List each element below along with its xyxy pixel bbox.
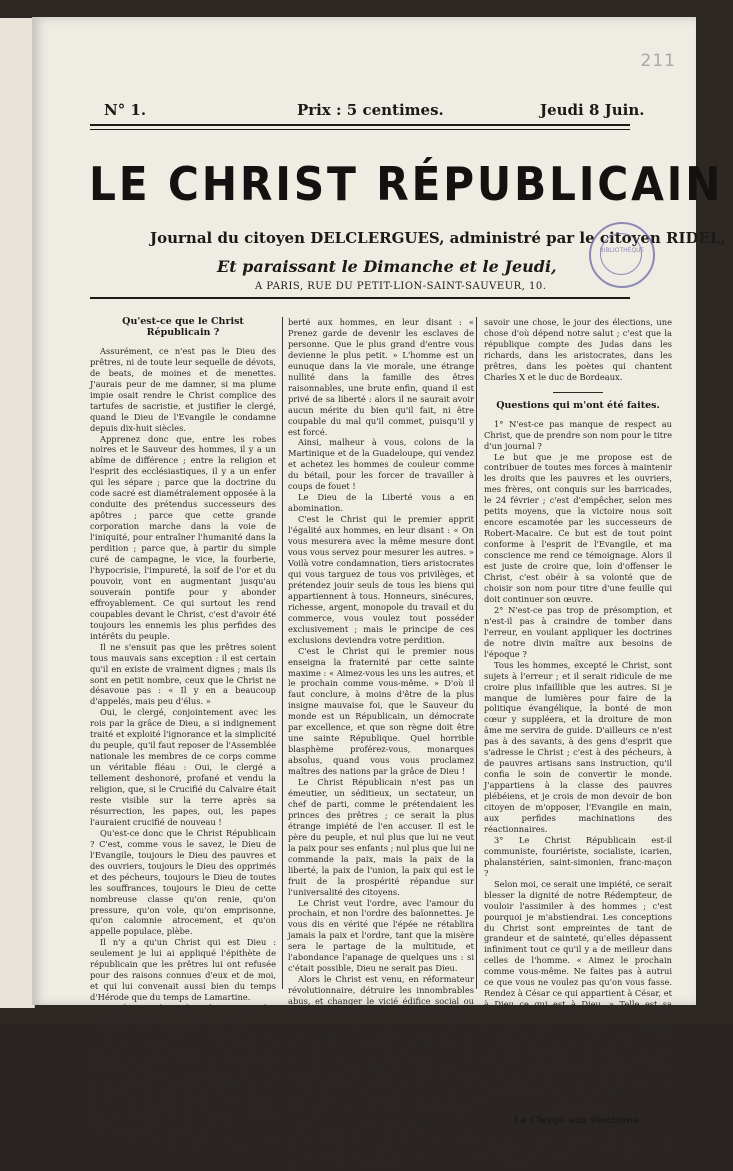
- column-divider-2: [476, 317, 477, 989]
- article-heading-questions: Questions qui m'ont été faites.: [496, 399, 660, 411]
- column-1: [90, 317, 276, 1156]
- article-paragraph: Qu'est-ce donc que le Christ Républicain ? C'est, comme vous le savez, le Dieu de l'Evangile, toujours le Dieu des pauvres et des ouvriers, toujours le Dieu des opprimés et des pécheurs, toujours le Dieu de toutes les souffrances, toujours le Dieu de cette nombreuse classe qu'on renie, qu'on pressure, qu'on vole, qu'on emprisonne, qu'on calomnie atrocement, et qu'on appelle populace, plèbe.: [90, 827, 276, 937]
- article-paragraph: Il n'y a qu'un Christ qui est Dieu : seulement je lui ai appliqué l'épithète de républicain que les prêtres lui ont refusée pour des raisons connues d'eux et de moi, et qui lui convenait aussi bien du temps d'Hérode que du temps de Lamartine.: [90, 937, 276, 1003]
- article-paragraph: Le but que je me propose est de contribuer de toutes mes forces à maintenir les droits que les pauvres et les ouvriers, mes frères, ont conquis sur les barricades, le 24 février ; c'est d'empêcher, selon mes petits moyens, que la victoire nous soit encore escamotée par les successeurs de Robert-Macaire. Ce but est de tout point conforme à l'esprit de l'Evangile, et ma conscience me rend ce témoignage. Alors il est juste de croire que, loin d'offenser le Christ, c'est obéir à sa volonté que de choisir son nom pour titre d'une feuille qui doit continuer son œuvre.: [484, 451, 672, 604]
- masthead-subtitle: Journal du citoyen DELCLERGUES, administré par le citoyen RIDEL,: [150, 229, 726, 247]
- newspaper-page: [32, 17, 726, 1171]
- issue-date: Jeudi 8 Juin.: [540, 101, 645, 119]
- folio-number: 211: [640, 51, 676, 71]
- header-rule-bottom: [90, 129, 630, 130]
- article-paragraph: Il ne s'ensuit pas que les prêtres soient tous mauvais sans exception : il est certain qu'il en existe de vraiment dignes ; mais ils sont en petit nombre, ceux que le Christ ne désavoue pas : « Il y en a beaucoup d'appelés, mais peu d'élus. »: [90, 641, 276, 707]
- article-paragraph: Le Dieu de la Liberté vous a en abomination.: [288, 492, 474, 514]
- article-paragraph: Mais le Dieu des riches, des princes, des papes et des rois, quel est-il ? Ma foi, vive la République ! ce ne peut être que Satan. Celui qui a aimé ses frères jusqu'à la mort a dit dans son livre divin : « Il est plus difficile au riche d'entrer dans le royaume des cieux qu'à un chameau de passer par le trou d'une aiguille. Il a renversé les potentats de leur trône, et il a relevé les petits. » Voilà pourquoi les riches et les princes détestent tant la république, qui doit amener le règne de Dieu.: [90, 1003, 276, 1134]
- masthead-rule: [90, 297, 630, 299]
- article-paragraph: C'est le Christ qui, le premier, apporta la li: [90, 1134, 276, 1156]
- article-paragraph: 3° Le Christ Républicain est-il communiste, fouriériste, socialiste, icarien, phalanstérien, saint-simonien, franc-maçon ?: [484, 834, 672, 878]
- article-paragraph: Tous les hommes, excepté le Christ, sont sujets à l'erreur ; et il serait ridicule de me croire plus infaillible que les autres. Si je manque de lumières pour faire de la politique évangélique, la bonté de mon cœur y suppléera, et la droiture de mon âme me servira de guide. D'ailleurs ce n'est pas à des savants, à des gens d'esprit que s'adresse le Christ ; c'est à des pécheurs, à de pauvres artisans sans instruction, qu'il confia le soin de convertir le monde. J'appartiens à la classe des pauvres plébéiens, et je crois de mon devoir de bon citoyen de m'opposer, l'Evangile en main, aux perfides machinations des réactionnaires.: [484, 659, 672, 834]
- article-paragraph: Apprenez donc que, entre les robes noires et le Sauveur des hommes, il y a un abîme de différence ; entre la religion et l'esprit des ecclésiastiques, il y a un enfer qui les sépare ; parce que la doctrine du code sacré est diamétralement opposée à la conduite des prétendus successeurs des apôtres ; parce que cette grande corporation marche dans la voie de l'iniquité, pour entraîner l'humanité dans la perdition ; parce que, à partir du simple curé de campagne, le vice, la fourberie, l'hypocrisie, l'impureté, la soif de l'or et du pouvoir, vont en augmentant jusqu'au souverain pontife pour y abonder effroyablement. Ce qui surtout les rend coupables devant le Christ, c'est d'avoir été toujours les ennemis les plus perfides des intérêts du peuple.: [90, 433, 276, 641]
- article-heading-clerge: Le Clergé aux élections.: [514, 1114, 642, 1126]
- header-rule-top: [90, 124, 630, 126]
- article-paragraph: 1° N'est-ce pas manque de respect au Christ, que de prendre son nom pour le titre d'un journal ?: [484, 418, 672, 451]
- article-paragraph: Alors le Christ est venu, en réformateur révolutionnaire, détruire les innombrables abus, et changer le vicié édifice social ou les uns possèdent tout, et les autres rien.: [288, 974, 474, 1018]
- article-paragraph: J'entends dire partout que les prêtres ont intrigué dans les élections des départements ; qu'ils: [484, 1133, 672, 1166]
- article-paragraph: Selon moi, ce serait une impiété, ce serait blesser la dignité de notre Rédempteur, de vouloir l'assimiler à des hommes ; c'est pourquoi je m'abstiendrai. Les conceptions du Christ sont empreintes de tant de grandeur et de sainteté, qu'elles dépassent infiniment tout ce qu'il y a de meilleur dans celles de l'homme. « Aimez le prochain comme vous-même. Ne faites pas à autrui ce que vous ne voulez pas qu'on vous fasse. Rendez à César ce qui appartient à César, et à Dieu ce qui est à Dieu. » Telle est sa doctrine ; rien de plus simple, et pourtant il est difficile de bien déterminer le système social de Jésus Christ. Mais l'œuvre révolutionnaire de Dieu n'en progressera pas moins, et l'humanité n'en arrivera pas moins à cette heureuse destinée, où elle aspire de toute son âme, et que les riches qualifieraient d'utopie impossible.: [484, 878, 672, 1097]
- article-paragraph: Le Christ veut l'ordre, avec l'amour du prochain, et non l'ordre des baïonnettes. Je vous dis en vérité que l'épée ne rétablira jamais la paix et l'ordre, tant que la misère sera le partage de la multitude, et l'abondance l'apanage de quelques uns : si c'était possible, Dieu ne serait pas Dieu.: [288, 897, 474, 974]
- masthead-address: A PARIS, RUE DU PETIT-LION-SAINT-SAUVEUR, 10.: [255, 281, 547, 292]
- article-paragraph: C'est le Christ qui le premier nous enseigna la fraternité par cette sainte maxime : « Aimez-vous les uns les autres, et le prochain comme vous-même. » D'où il faut conclure, à moins d'être de la plus insigne mauvaise foi, que le Sauveur du monde est un Républicain, un démocrate par excellence, et que son règne doit être une sainte République. Quel horrible blasphème proférez-vous, monarques absolus, quand vous vous proclamez maîtres des nations par la grâce de Dieu !: [288, 645, 475, 777]
- column-3: [484, 317, 672, 1167]
- section-separator: [553, 392, 603, 393]
- issue-number: N° 1.: [104, 101, 147, 119]
- article-paragraph: Ainsi, malheur à vous, colons de la Martinique et de la Guadeloupe, qui vendez et achetez les hommes de couleur comme du bétail, pour les forcer de travailler à coups de fouet !: [288, 437, 474, 492]
- section-separator: [553, 1107, 603, 1108]
- article-paragraph: Le Christ Républicain n'est pas un émeutier, un séditieux, un sectateur, un chef de parti, comme le prétendaient les princes des prêtres ; ce serait la plus étrange impiété de l'en accuser. Il est le père du peuple, et nul plus que lui ne veut la paix pour ses enfants ; nul plus que lui ne commande la paix, mais la paix de la liberté, la paix de l'union, la paix qui est le fruit de la prospérité répandue sur l'universalité des citoyens.: [288, 777, 474, 897]
- page-sheet: [32, 17, 726, 1171]
- article-heading-christ-republicain: Qu'est-ce que le Christ Républicain ?: [122, 316, 244, 338]
- article-paragraph: Ne vous en déplaise, députés aristocrates, si le Dieu de la croix se trouve en opposition avec votre politique ; ne vous en déplaise, députés réactionnaires, si le Christ vous réprouve, et s'il montre au peuple, que vous avez trompé, un tout autre chemin que le vôtre ; alors, permettez-nous de suivre notre maître à tous, de vous tourner le dos et de secouer sur vous la poussière de nos pieds.: [288, 1018, 474, 1127]
- article-paragraph: Pauvre peuple ! quand donc sauras-tu discerner les bons apôtres d'avec cette horde de loups qui s'adressent à toi sous la peau des brebis ? Tu devrais: [288, 1127, 474, 1171]
- facing-page-edge: [0, 18, 35, 1008]
- article-paragraph: 2° N'est-ce pas trop de présomption, et n'est-il pas à craindre de tomber dans l'erreur, en voulant appliquer les doctrines de notre divin maître aux besoins de l'époque ?: [484, 604, 672, 659]
- masthead-tagline: Et paraissant le Dimanche et le Jeudi,: [217, 257, 557, 276]
- library-stamp-inner-ring: [600, 233, 642, 275]
- article-paragraph: berté aux hommes, en leur disant : « Prenez garde de devenir les esclaves de personne. Que le plus grand d'entre vous devienne le plus petit. » L'homme est un eunuque dans la vie morale, une étrange nullité dans la famille des êtres raisonnables, une brute enfin, quand il est privé de sa liberté : alors il ne saurait avoir aucun mérite du bien qu'il fait, ni être coupable du mal qu'il commet, puisqu'il y est forcé.: [288, 317, 474, 437]
- price: Prix : 5 centimes.: [297, 101, 444, 119]
- library-stamp-text: BIBLIOTHÈQUE: [599, 247, 645, 254]
- article-paragraph: Oui, le clergé, conjointement avec les rois par la grâce de Dieu, a si indignement traité et exploité l'ignorance et la simplicité du peuple, qu'il faut reposer de l'Assemblée nationale les membres de ce corps comme un véritable fléau : Oui, le clergé a tellement deshonoré, profané et vendu la religion, que, si le Crucifié du Calvaire était reste visible sur la terre après sa résurrection, les papes, oui, les papes l'auraient crucifié de nouveau !: [90, 707, 276, 827]
- column-2: [276, 317, 474, 1171]
- article-paragraph: Assurément, ce n'est pas le Dieu des prêtres, ni de toute leur sequelle de dévots, de beats, de moines et de menettes. J'aurais peur de me damner, si ma plume impie osait rendre le Christ complice des tartufes de sacristie, et justifier le clergé, quand le Dieu de l'Evangile le condamne depuis dix-huit siècles.: [90, 345, 276, 433]
- library-stamp: [589, 222, 655, 288]
- masthead-title: LE CHRIST RÉPUBLICAIN: [89, 157, 724, 211]
- article-paragraph: savoir une chose, le jour des élections, une chose d'où dépend notre salut ; c'est que la république compte des Judas dans les richards, dans les aristocrates, dans les prêtres, dans les poètes qui chantent Charles X et le duc de Bordeaux.: [484, 317, 672, 382]
- article-paragraph: C'est le Christ qui le premier apprit l'égalité aux hommes, en leur disant : « On vous mesurera avec la même mesure dont vous vous servez pour mesurer les autres. » Voilà votre condamnation, tiers aristocrates qui vous targuez de tous vos privilèges, et prétendez jouir seuls de tous les biens qui appartiennent à tous. Honneurs, sinécures, richesse, argent, monopole du travail et du commerce, vous voulez tout posséder exclusivement ; mais le principe de ces exclusions deviendra votre perdition.: [288, 514, 474, 645]
